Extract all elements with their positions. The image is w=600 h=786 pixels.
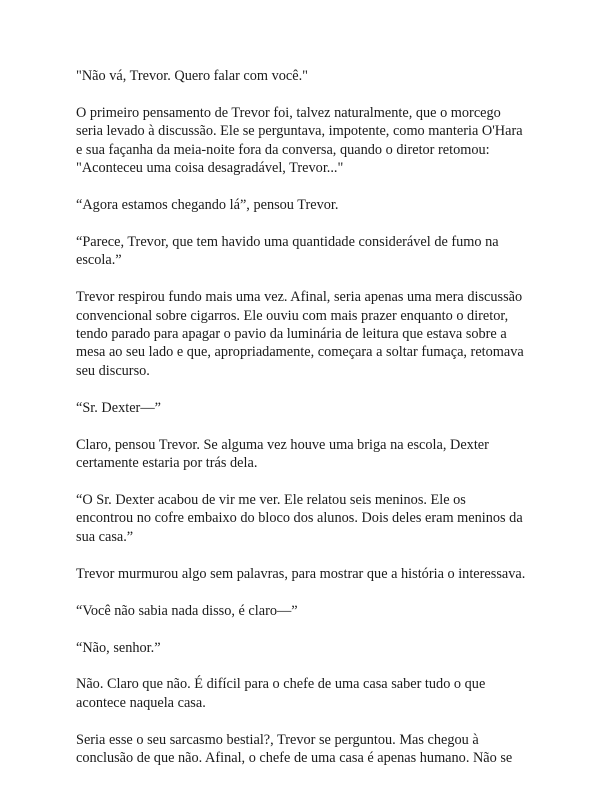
- paragraph-8: “O Sr. Dexter acabou de vir me ver. Ele relatou seis meninos. Ele os encontrou no cofre embaixo do bloco dos alunos. Dois deles eram meninos da sua casa.”: [76, 492, 523, 545]
- paragraph-7: Claro, pensou Trevor. Se alguma vez houve uma briga na escola, Dexter certamente estaria por trás dela.: [76, 436, 489, 472]
- paragraph-13: Seria esse o seu sarcasmo bestial?, Trevor se perguntou. Mas chegou à conclusão de que não. Afinal, o chefe de uma casa é apenas humano. Não se: [76, 731, 513, 767]
- paragraph-12: Não. Claro que não. É difícil para o chefe de uma casa saber tudo o que acontece naquela casa.: [76, 676, 486, 711]
- paragraph-11: “Não, senhor.”: [76, 639, 161, 656]
- paragraph-3: “Agora estamos chegando lá”, pensou Trevor.: [76, 197, 339, 214]
- paragraph-1: "Não vá, Trevor. Quero falar com você.": [76, 68, 309, 84]
- paragraph-9: Trevor murmurou algo sem palavras, para mostrar que a história o interessava.: [76, 565, 526, 582]
- paragraph-6: “Sr. Dexter—”: [76, 399, 161, 416]
- body-text: [76, 67, 526, 786]
- paragraph-5: Trevor respirou fundo mais uma vez. Afinal, seria apenas uma mera discussão convencional sobre cigarros. Ele ouviu com mais prazer enquanto o diretor, tendo parado para apagar o pavio da luminária de leitura que estava sobre a mesa ao seu lado e que, apropriadamente, começara a soltar fumaça, retomava seu discurso.: [76, 289, 524, 379]
- paragraph-2: O primeiro pensamento de Trevor foi, talvez naturalmente, que o morcego seria levado à discussão. Ele se perguntava, impotente, como manteria O'Hara e sua façanha da meia-noite fora da conversa, quando o diretor retomou: "Aconteceu uma coisa desagradável, Trevor...": [76, 104, 523, 177]
- paragraph-10: “Você não sabia nada disso, é claro—”: [76, 602, 298, 619]
- paragraph-4: “Parece, Trevor, que tem havido uma quantidade considerável de fumo na escola.”: [76, 233, 499, 269]
